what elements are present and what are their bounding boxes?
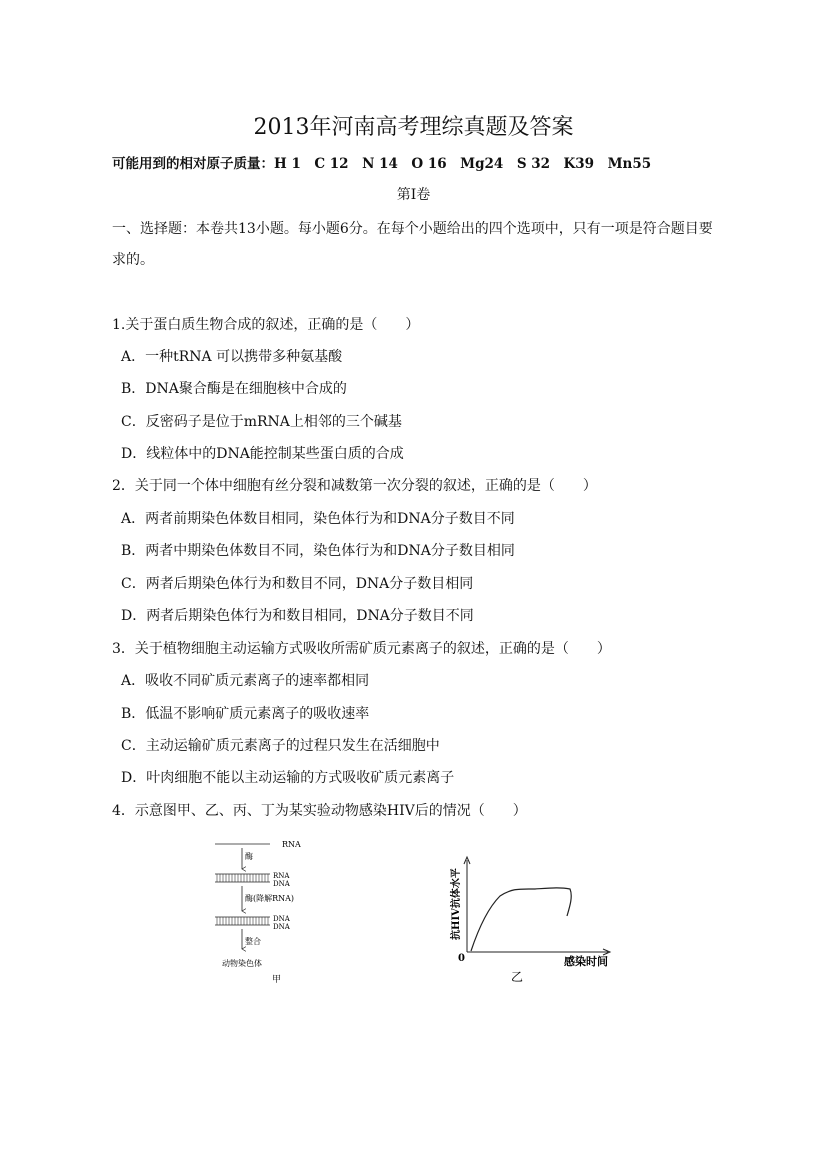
question-2-option-a: A．两者前期染色体数目相同，染色体行为和DNA分子数目不同 [121, 511, 515, 527]
rna-mid-label: RNA [273, 872, 290, 880]
dna1-label: DNA [273, 915, 290, 923]
chromosome-label: 动物染色体 [222, 959, 262, 968]
question-1-option-c: C．反密码子是位于mRNA上相邻的三个碱基 [121, 414, 402, 430]
question-3-option-d: D．叶肉细胞不能以主动运输的方式吸收矿质元素离子 [121, 770, 455, 786]
rna-top-label: RNA [282, 840, 301, 849]
figure-jia-caption: 甲 [272, 975, 282, 985]
atomic-masses: 可能用到的相对原子质量：H 1 C 12 N 14 O 16 Mg24 S 32 K39 Mn55 [112, 156, 652, 172]
antibody-curve [471, 888, 571, 951]
question-2-option-b: B．两者中期染色体数目不同，染色体行为和DNA分子数目相同 [121, 543, 515, 559]
question-2-option-c: C．两者后期染色体行为和数目不同，DNA分子数目相同 [121, 576, 474, 592]
figure-yi-caption: 乙 [511, 970, 524, 984]
question-1-option-b: B．DNA聚合酶是在细胞核中合成的 [121, 381, 347, 397]
origin-label: 0 [458, 953, 465, 964]
dna-mid-label: DNA [273, 880, 290, 888]
dna-double-strand [215, 917, 270, 925]
question-3-option-a: A．吸收不同矿质元素离子的速率都相同 [121, 673, 370, 689]
instructions: 一、选择题：本卷共13小题。每小题6分。在每个小题给出的四个选项中，只有一项是符合题目要求的。 [112, 221, 713, 268]
question-1-option-a: A．一种tRNA 可以携带多种氨基酸 [121, 349, 343, 365]
integrate-label: 整合 [245, 937, 261, 946]
question-1-option-d: D．线粒体中的DNA能控制某些蛋白质的合成 [121, 446, 404, 462]
rna-dna-hybrid [215, 874, 270, 882]
question-3-option-b: B．低温不影响矿质元素离子的吸收速率 [121, 706, 370, 722]
question-2-option-d: D．两者后期染色体行为和数目相同，DNA分子数目不同 [121, 608, 474, 624]
question-3-option-c: C．主动运输矿质元素离子的过程只发生在活细胞中 [121, 738, 440, 754]
dna2-label: DNA [273, 923, 290, 931]
enzyme1-label: 酶 [245, 852, 253, 861]
question-2-stem: 2．关于同一个体中细胞有丝分裂和减数第一次分裂的叙述，正确的是（ ） [112, 478, 597, 494]
y-axis-label: 抗HIV抗体水平 [451, 868, 462, 940]
figure-jia-diagram [210, 835, 320, 987]
question-4-stem: 4．示意图甲、乙、丙、丁为某实验动物感染HIV后的情况（ ） [112, 803, 527, 819]
page-title: 2013年河南高考理综真题及答案 [253, 115, 574, 140]
figure-yi-graph [440, 852, 630, 987]
x-axis-label: 感染时间 [564, 955, 608, 968]
section-heading: 第Ⅰ卷 [396, 187, 431, 203]
enzyme2-label: 酶(降解RNA) [245, 894, 295, 903]
question-1-stem: 1.关于蛋白质生物合成的叙述，正确的是（ ） [112, 317, 420, 333]
question-3-stem: 3．关于植物细胞主动运输方式吸收所需矿质元素离子的叙述，正确的是（ ） [112, 641, 611, 657]
